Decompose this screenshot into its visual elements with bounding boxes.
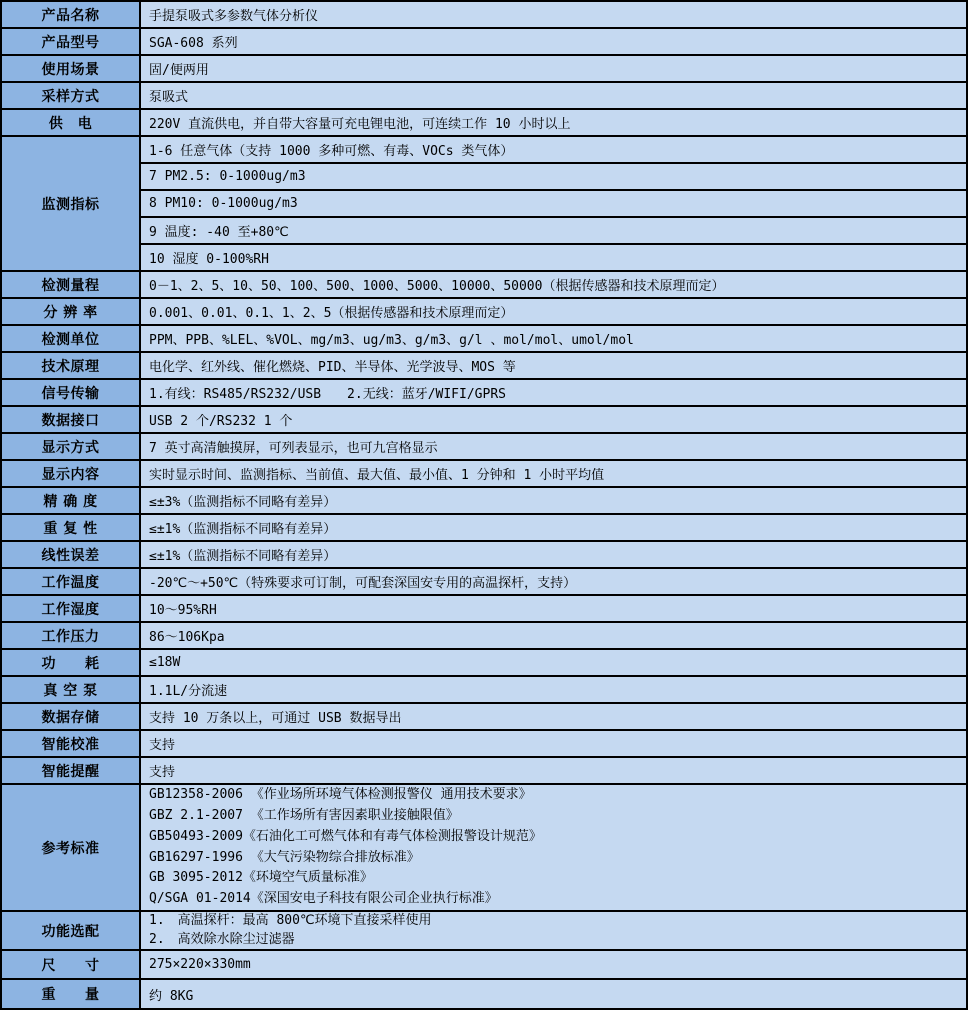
spec-value: 实时显示时间、监测指标、当前值、最大值、最小值、1 分钟和 1 小时平均值 (141, 461, 966, 486)
spec-label: 供 电 (2, 110, 141, 135)
spec-value: 0.001、0.01、0.1、1、2、5（根据传感器和技术原理而定） (141, 299, 966, 324)
spec-row-vacuum-pump (2, 677, 966, 704)
spec-value: 86～106Kpa (141, 623, 966, 648)
spec-value: 手提泵吸式多参数气体分析仪 (141, 2, 966, 27)
spec-row-monitoring-indicators (2, 137, 966, 272)
spec-label: 显示内容 (2, 461, 141, 486)
spec-label: 检测量程 (2, 272, 141, 297)
spec-label: 产品名称 (2, 2, 141, 27)
spec-label: 检测单位 (2, 326, 141, 351)
spec-value: SGA-608 系列 (141, 29, 966, 54)
spec-value: ≤±1%（监测指标不同略有差异） (141, 515, 966, 540)
spec-row-product-name (2, 2, 966, 29)
spec-label: 智能提醒 (2, 758, 141, 783)
spec-value: 10～95%RH (141, 596, 966, 621)
optional-feature-item: 2. 高效除水除尘过滤器 (149, 931, 295, 947)
spec-label: 数据存储 (2, 704, 141, 729)
optional-feature-item: 1. 高温探杆：最高 800℃环境下直接采样使用 (149, 913, 432, 928)
spec-label: 监测指标 (2, 137, 141, 270)
reference-standard-item: GBZ 2.1-2007 《工作场所有害因素职业接触限值》 (149, 807, 459, 823)
spec-value: 1.1L/分流速 (141, 677, 966, 702)
spec-label: 重 复 性 (2, 515, 141, 540)
spec-value: USB 2 个/RS232 1 个 (141, 407, 966, 432)
spec-value: 220V 直流供电，并自带大容量可充电锂电池，可连续工作 10 小时以上 (141, 110, 966, 135)
spec-value: 275×220×330mm (141, 951, 966, 978)
reference-standard-item: GB50493-2009《石油化工可燃气体和有毒气体检测报警设计规范》 (149, 828, 542, 844)
spec-row-repeatability (2, 515, 966, 542)
spec-label: 信号传输 (2, 380, 141, 405)
spec-value: -20℃～+50℃（特殊要求可订制，可配套深国安专用的高温探杆，支持） (141, 569, 966, 594)
spec-row-optional-features (2, 912, 966, 951)
spec-label: 显示方式 (2, 434, 141, 459)
spec-label: 工作湿度 (2, 596, 141, 621)
spec-value: 1.有线：RS485/RS232/USB 2.无线：蓝牙/WIFI/GPRS (141, 380, 966, 405)
spec-value: 支持 10 万条以上，可通过 USB 数据导出 (141, 704, 966, 729)
spec-row-model (2, 29, 966, 56)
spec-row-reference-standards (2, 785, 966, 912)
spec-label: 工作温度 (2, 569, 141, 594)
spec-label: 重 量 (2, 980, 141, 1008)
monitoring-indicator-item: 8 PM10: 0-1000ug/m3 (141, 191, 966, 218)
monitoring-indicator-item: 1-6 任意气体（支持 1000 多种可燃、有毒、VOCs 类气体） (141, 137, 966, 164)
spec-row-weight (2, 980, 966, 1008)
spec-label: 功能选配 (2, 912, 141, 949)
optional-feature-list (141, 912, 966, 949)
spec-row-power-supply (2, 110, 966, 137)
spec-row-display-mode (2, 434, 966, 461)
spec-label: 线性误差 (2, 542, 141, 567)
spec-row-detection-range (2, 272, 966, 299)
monitoring-indicator-item: 10 湿度 0-100%RH (141, 245, 966, 270)
spec-row-detection-units (2, 326, 966, 353)
reference-standard-item: GB16297-1996 《大气污染物综合排放标准》 (149, 849, 420, 865)
spec-label: 产品型号 (2, 29, 141, 54)
spec-value: 7 英寸高清触摸屏，可列表显示，也可九宫格显示 (141, 434, 966, 459)
spec-label: 技术原理 (2, 353, 141, 378)
spec-value: ≤±3%（监测指标不同略有差异） (141, 488, 966, 513)
spec-row-accuracy (2, 488, 966, 515)
spec-label: 功 耗 (2, 650, 141, 675)
spec-row-working-pressure (2, 623, 966, 650)
spec-row-smart-reminder (2, 758, 966, 785)
spec-row-resolution (2, 299, 966, 326)
spec-label: 精 确 度 (2, 488, 141, 513)
spec-value: 0－1、2、5、10、50、100、500、1000、5000、10000、50000（根据传感器和技术原理而定） (141, 272, 966, 297)
spec-row-power-consumption (2, 650, 966, 677)
spec-label: 使用场景 (2, 56, 141, 81)
spec-row-signal-transmission (2, 380, 966, 407)
spec-value: 约 8KG (141, 980, 966, 1008)
spec-row-data-interface (2, 407, 966, 434)
spec-label: 智能校准 (2, 731, 141, 756)
reference-standard-item: GB12358-2006 《作业场所环境气体检测报警仪 通用技术要求》 (149, 787, 532, 803)
spec-label: 尺 寸 (2, 951, 141, 978)
spec-row-linearity-error (2, 542, 966, 569)
spec-row-sampling-method (2, 83, 966, 110)
spec-row-working-humidity (2, 596, 966, 623)
spec-value: 支持 (141, 758, 966, 783)
reference-standard-list (141, 785, 966, 910)
spec-value: 泵吸式 (141, 83, 966, 108)
spec-value: PPM、PPB、%LEL、%VOL、mg/m3、ug/m3、g/m3、g/l 、mol/mol、umol/mol (141, 326, 966, 351)
spec-value: 固/便两用 (141, 56, 966, 81)
spec-row-dimensions (2, 951, 966, 980)
spec-value: 支持 (141, 731, 966, 756)
spec-row-display-content (2, 461, 966, 488)
reference-standard-item: GB 3095-2012《环境空气质量标准》 (149, 870, 373, 886)
spec-label: 分 辨 率 (2, 299, 141, 324)
spec-value: 电化学、红外线、催化燃烧、PID、半导体、光学波导、MOS 等 (141, 353, 966, 378)
spec-label: 采样方式 (2, 83, 141, 108)
spec-label: 真 空 泵 (2, 677, 141, 702)
monitoring-indicator-item: 9 温度: -40 至+80℃ (141, 218, 966, 245)
reference-standard-item: Q/SGA 01-2014《深国安电子科技有限公司企业执行标准》 (149, 891, 498, 907)
spec-label: 参考标准 (2, 785, 141, 910)
spec-value: ≤±1%（监测指标不同略有差异） (141, 542, 966, 567)
spec-label: 工作压力 (2, 623, 141, 648)
spec-row-data-storage (2, 704, 966, 731)
spec-row-smart-calibration (2, 731, 966, 758)
spec-label: 数据接口 (2, 407, 141, 432)
spec-row-usage-scene (2, 56, 966, 83)
spec-row-technical-principle (2, 353, 966, 380)
spec-value: ≤18W (141, 650, 966, 675)
monitoring-indicator-item: 7 PM2.5: 0-1000ug/m3 (141, 164, 966, 191)
monitoring-indicator-list (141, 137, 966, 270)
spec-row-working-temperature (2, 569, 966, 596)
